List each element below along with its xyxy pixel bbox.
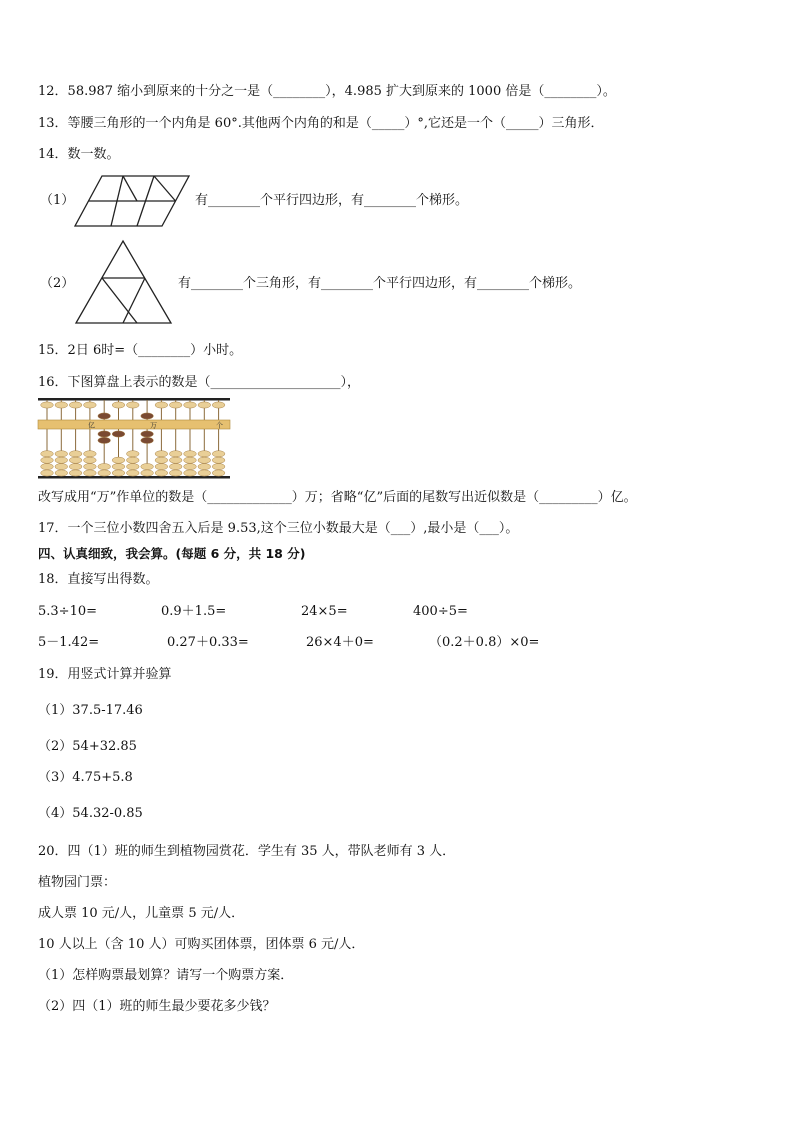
abacus-bead	[212, 451, 225, 457]
calc-item: （0.2＋0.8）×0=	[429, 635, 540, 650]
question-16-follow: 改写成用“万”作单位的数是（_____________）万；省略“亿”后面的尾数写出近似数是（_________）亿。	[38, 490, 637, 505]
abacus	[38, 397, 232, 481]
calc-item: 24×5=	[301, 604, 348, 619]
abacus-bead	[184, 464, 197, 470]
abacus-bead	[155, 457, 168, 463]
section-4-heading: 四、认真细致，我会算。(每题 6 分，共 18 分)	[38, 546, 306, 561]
question-14-title: 14．数一数。	[38, 147, 120, 162]
q20-line: 10 人以上（含 10 人）可购买团体票，团体票 6 元/人．	[38, 937, 365, 952]
question-18-title: 18．直接写出得数。	[38, 572, 159, 587]
abacus-bead	[112, 402, 125, 408]
abacus-bead	[141, 464, 154, 470]
q20-line: 成人票 10 元/人，儿童票 5 元/人．	[38, 906, 245, 921]
abacus-bead	[55, 470, 68, 476]
abacus-bead	[141, 470, 154, 476]
abacus-bead	[127, 470, 140, 476]
abacus-bead	[98, 470, 111, 476]
abacus-bead	[127, 402, 140, 408]
calc-item: 400÷5=	[413, 604, 468, 619]
abacus-bead	[41, 464, 54, 470]
q14-part2-label: （2）	[40, 276, 75, 291]
abacus-bead	[98, 413, 111, 419]
abacus-bead	[127, 464, 140, 470]
abacus-bead	[41, 402, 54, 408]
vertical-calc-item: （1）37.5-17.46	[38, 703, 143, 718]
calc-item: 26×4＋0=	[306, 635, 374, 650]
abacus-bead	[155, 464, 168, 470]
abacus-bead	[169, 470, 182, 476]
abacus-bead	[127, 451, 140, 457]
question-16-title: 16．下图算盘上表示的数是（____________________），	[38, 375, 361, 390]
calc-item: 5.3÷10=	[38, 604, 98, 619]
abacus-bead	[184, 402, 197, 408]
q20-line: （1）怎样购票最划算？请写一个购票方案．	[38, 968, 294, 983]
abacus-bead	[127, 457, 140, 463]
abacus-bead	[41, 451, 54, 457]
q14-part1-text: 有________个平行四边形，有________个梯形。	[195, 193, 469, 208]
abacus-bead	[212, 457, 225, 463]
abacus-bead	[55, 402, 68, 408]
abacus-bead	[198, 457, 211, 463]
abacus-bead	[55, 464, 68, 470]
triangle-figure	[74, 239, 174, 325]
abacus-bead	[112, 431, 125, 437]
abacus-bead	[155, 402, 168, 408]
abacus-bead	[198, 470, 211, 476]
abacus-bead	[41, 470, 54, 476]
abacus-bead	[98, 431, 111, 437]
abacus-bead	[69, 470, 82, 476]
vertical-calc-item: （2）54+32.85	[38, 739, 137, 754]
abacus-bead	[84, 402, 97, 408]
abacus-bead	[155, 451, 168, 457]
abacus-bead	[184, 470, 197, 476]
abacus-bead	[84, 451, 97, 457]
abacus-bead	[98, 464, 111, 470]
vertical-calc-item: （4）54.32-0.85	[38, 806, 143, 821]
abacus-bead	[141, 437, 154, 443]
q20-line: 植物园门票：	[38, 875, 117, 890]
abacus-bead	[41, 457, 54, 463]
calc-item: 0.27＋0.33=	[167, 635, 249, 650]
abacus-bead	[169, 457, 182, 463]
question-13: 13．等腰三角形的一个内角是 60°.其他两个内角的和是（_____）°,它还是一个（_____）三角形．	[38, 116, 604, 131]
abacus-bead	[212, 470, 225, 476]
q14-part1-label: （1）	[40, 193, 75, 208]
calc-item: 5－1.42=	[38, 635, 100, 650]
abacus-label-yi: 亿	[88, 421, 95, 430]
abacus-bead	[198, 451, 211, 457]
abacus-bead	[69, 457, 82, 463]
abacus-label-ge: 个	[216, 421, 223, 430]
abacus-bead	[84, 470, 97, 476]
abacus-bead	[69, 464, 82, 470]
abacus-bead	[84, 457, 97, 463]
abacus-bead	[98, 437, 111, 443]
question-15: 15．2日 6时=（________）小时。	[38, 343, 243, 358]
abacus-bead	[55, 457, 68, 463]
abacus-bead	[184, 451, 197, 457]
abacus-bead	[112, 464, 125, 470]
abacus-bead	[212, 402, 225, 408]
abacus-bead	[141, 413, 154, 419]
abacus-bead	[69, 402, 82, 408]
calc-item: 0.9＋1.5=	[161, 604, 227, 619]
question-19-title: 19．用竖式计算并验算	[38, 667, 172, 682]
abacus-bead	[112, 470, 125, 476]
abacus-label-wan: 万	[150, 421, 157, 430]
abacus-bead	[55, 451, 68, 457]
abacus-bead	[198, 402, 211, 408]
abacus-bead	[69, 451, 82, 457]
abacus-bead	[198, 464, 211, 470]
abacus-bead	[155, 470, 168, 476]
abacus-bead	[112, 457, 125, 463]
abacus-bead	[169, 402, 182, 408]
question-20-title: 20．四（1）班的师生到植物园赏花．学生有 35 人，带队老师有 3 人．	[38, 844, 456, 859]
abacus-bead	[184, 457, 197, 463]
abacus-bead	[141, 431, 154, 437]
abacus-bead	[169, 464, 182, 470]
parallelogram-figure	[74, 174, 192, 228]
question-12: 12．58.987 缩小到原来的十分之一是（________），4.985 扩大到原来的 1000 倍是（________）。	[38, 84, 616, 99]
question-17: 17．一个三位小数四舍五入后是 9.53,这个三位小数最大是（___）,最小是（___）。	[38, 521, 519, 536]
vertical-calc-item: （3）4.75+5.8	[38, 770, 133, 785]
abacus-bead	[212, 464, 225, 470]
abacus-bead	[169, 451, 182, 457]
q14-part2-text: 有________个三角形，有________个平行四边形，有________个梯形。	[178, 276, 582, 291]
q20-line: （2）四（1）班的师生最少要花多少钱？	[38, 999, 276, 1014]
abacus-bead	[84, 464, 97, 470]
